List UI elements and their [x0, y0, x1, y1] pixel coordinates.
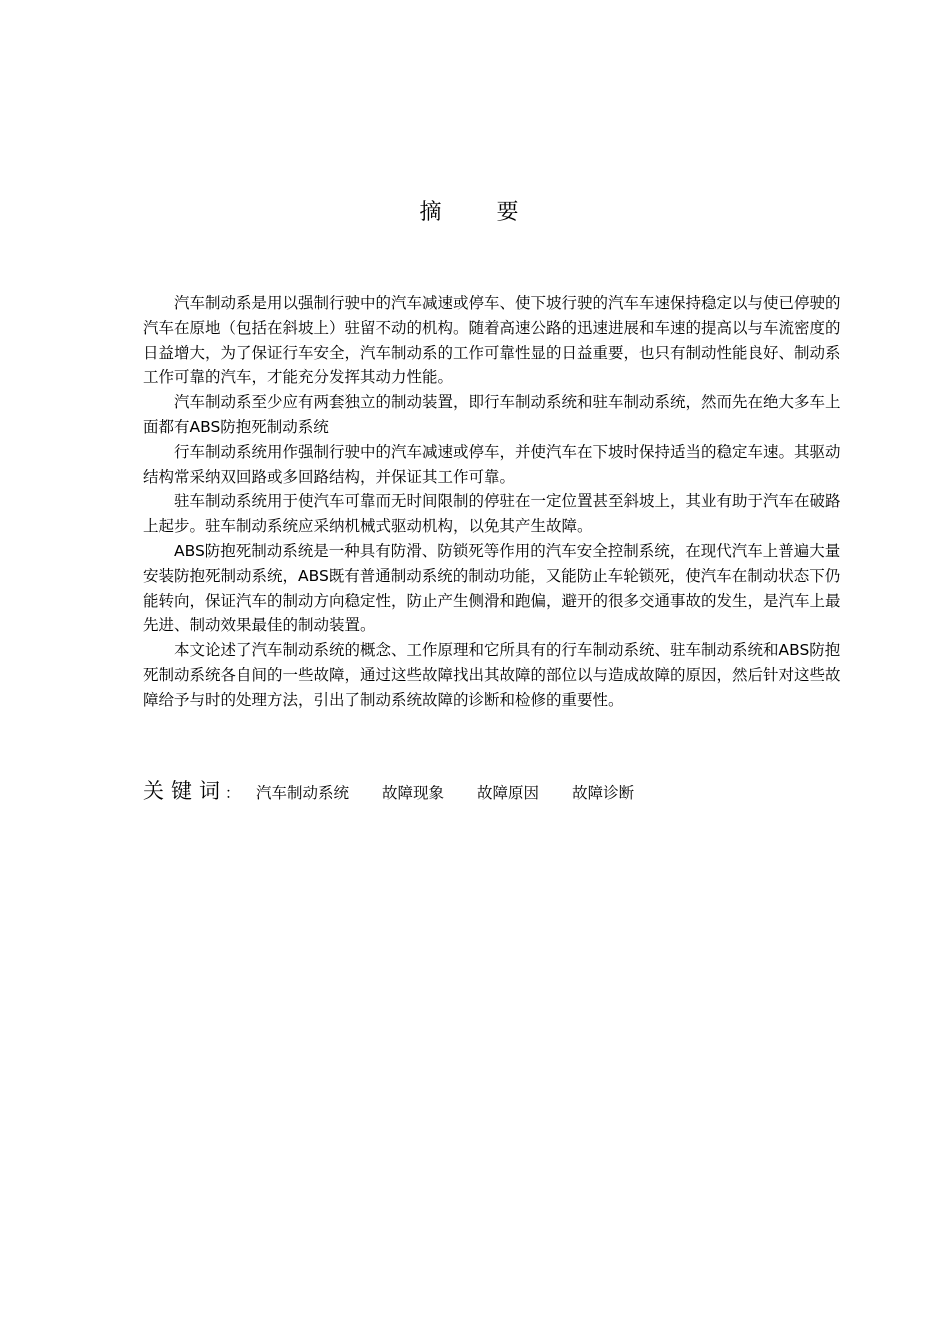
keywords-label: 关键词 [143, 779, 227, 803]
abstract-title: 摘 要 [419, 200, 543, 225]
keyword-item: 汽车制动系统 [256, 784, 350, 802]
paragraph-4: 驻车制动系统用于使汽车可靠而无时间限制的停驻在一定位置甚至斜坡上，其业有助于汽车在破路上起步。驻车制动系统应采纳机械式驱动机构，以免其产生故障。 [143, 492, 841, 536]
keyword-item: 故障诊断 [572, 784, 635, 802]
paragraph-2: 汽车制动系至少应有两套独立的制动装置，即行车制动系统和驻车制动系统，然而先在绝大多车上面都有ABS防抱死制动系统 [143, 393, 841, 436]
abstract-body [143, 291, 841, 713]
keywords-line [143, 776, 843, 808]
paragraph-3: 行车制动系统用作强制行驶中的汽车减速或停车，并使汽车在下坡时保持适当的稳定车速。其驱动结构常采纳双回路或多回路结构，并保证其工作可靠。 [143, 442, 841, 486]
paragraph-5: ABS防抱死制动系统是一种具有防滑、防锁死等作用的汽车安全控制系统，在现代汽车上普遍大量安装防抱死制动系统，ABS既有普通制动系统的制动功能，又能防止车轮锁死，使汽车在制动状态下仍能转向，保证汽车的制动方向稳定性，防止产生侧滑和跑偏，避开的很多交通事故的发生，是汽车上最先进、制动效果最佳的制动装置。 [143, 541, 841, 635]
paragraph-6: 本文论述了汽车制动系统的概念、工作原理和它所具有的行车制动系统、驻车制动系统和ABS防抱死制动系统各自间的一些故障，通过这些故障找出其故障的部位以与造成故障的原因，然后针对这些故障给予与时的处理方法，引出了制动系统故障的诊断和检修的重要性。 [143, 641, 841, 709]
keyword-item: 故障原因 [477, 784, 540, 802]
keywords-colon: ： [225, 784, 241, 802]
keyword-item: 故障现象 [382, 784, 445, 802]
paragraph-1: 汽车制动系是用以强制行驶中的汽车减速或停车、使下坡行驶的汽车车速保持稳定以与使已停驶的汽车在原地（包括在斜坡上）驻留不动的机构。随着高速公路的迅速进展和车速的提高以与车流密度的日益增大，为了保证行车安全，汽车制动系的工作可靠性显的日益重要，也只有制动性能良好、制动系工作可靠的汽车，才能充分发挥其动力性能。 [143, 294, 841, 387]
